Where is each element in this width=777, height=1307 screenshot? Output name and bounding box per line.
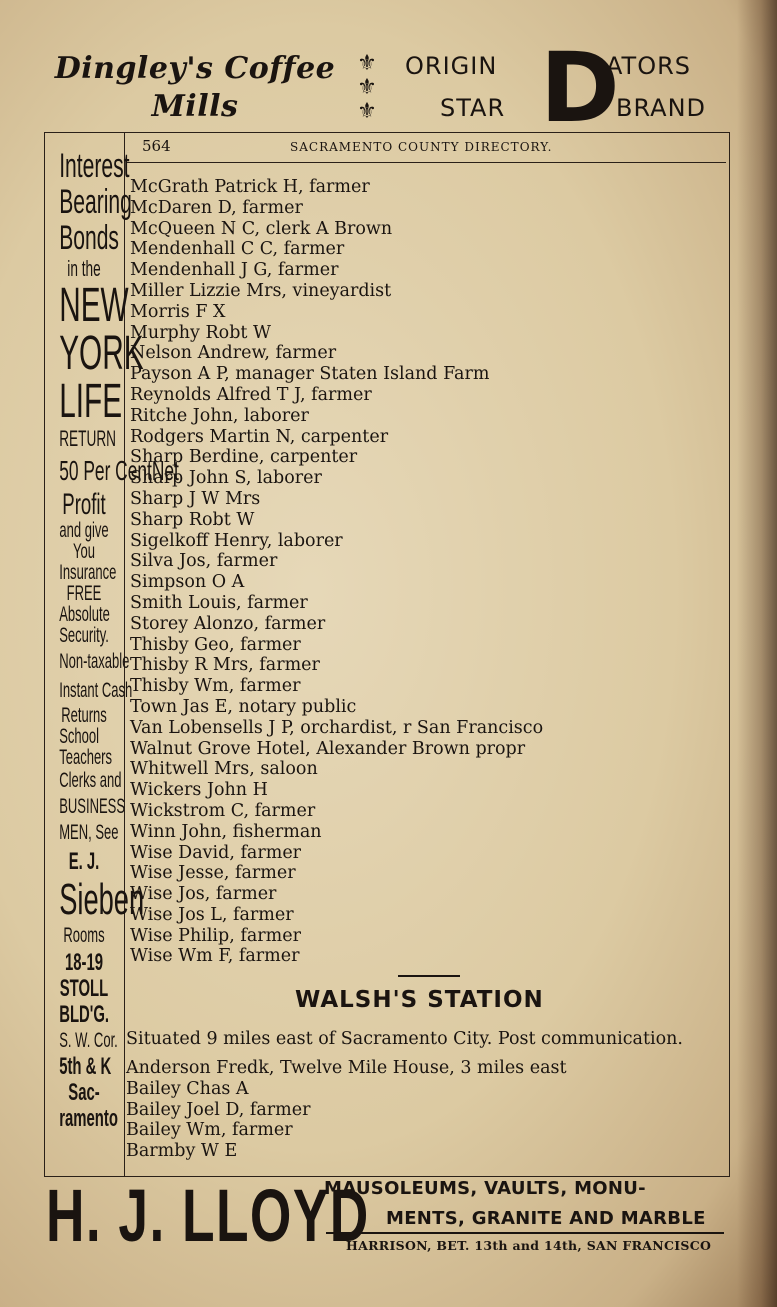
sidebar-line: Bearing: [59, 183, 132, 221]
directory-entry: Sharp Berdine, carpenter: [130, 447, 358, 468]
directory-entry: Sharp Robt W: [130, 509, 255, 530]
directory-entry: McQueen N C, clerk A Brown: [130, 218, 393, 239]
sidebar-line: 18-19: [64, 949, 104, 976]
directory-entry: Wickers John H: [130, 780, 268, 801]
sidebar-line: 5th & K: [59, 1053, 112, 1080]
sidebar-line: Security.: [59, 624, 109, 647]
sidebar-line: Insurance: [59, 561, 117, 584]
sidebar-line: Absolute: [59, 603, 110, 626]
directory-entry: Wise Jos, farmer: [130, 884, 277, 905]
directory-entry: Bailey Wm, farmer: [126, 1120, 293, 1141]
sidebar-line: RETURN: [59, 426, 117, 451]
directory-entry: Sigelkoff Henry, laborer: [130, 530, 343, 551]
directory-entry: Walnut Grove Hotel, Alexander Brown propr: [130, 738, 526, 759]
directory-entry: Wickstrom C, farmer: [130, 800, 316, 821]
sidebar-line: E. J.: [68, 848, 100, 875]
sidebar-line: NEW: [59, 279, 129, 332]
header-ad-dingleys: [50, 50, 340, 126]
directory-entry: Wise Jos L, farmer: [130, 904, 294, 925]
directory-entry: Thisby Wm, farmer: [130, 676, 301, 697]
directory-entry: Murphy Robt W: [130, 322, 271, 343]
header-ad-line1: Dingley's Coffee: [54, 51, 336, 86]
sidebar-line: Rooms: [63, 924, 105, 947]
footer-rule: [326, 1232, 724, 1234]
sidebar-line: YORK: [59, 327, 144, 380]
running-head-rule: [126, 162, 726, 163]
header-origin-text: ORIGIN: [405, 52, 498, 80]
directory-entry: Sharp John S, laborer: [130, 468, 322, 489]
directory-entry: Simpson O A: [130, 572, 245, 593]
sidebar-line: Clerks and: [59, 769, 122, 792]
directory-entry: Nelson Andrew, farmer: [130, 343, 337, 364]
ornament-icon: ⚜ ⚜ ⚜: [357, 51, 377, 124]
directory-entry: Van Lobensells J P, orchardist, r San Francisco: [130, 717, 544, 738]
sidebar-line: Returns: [61, 704, 107, 727]
sidebar-line: Teachers: [59, 746, 113, 769]
sidebar-line: 50 Per CentNet: [59, 455, 179, 486]
directory-entries: [130, 177, 543, 967]
page-spine-shadow: [737, 0, 777, 1307]
sidebar-line: BLD'G.: [59, 1001, 110, 1028]
directory-entry: Miller Lizzie Mrs, vineyardist: [130, 280, 392, 301]
sidebar-line: and give: [59, 519, 109, 542]
directory-entry: Anderson Fredk, Twelve Mile House, 3 miles east: [126, 1058, 567, 1078]
footer-ad-line1: MAUSOLEUMS, VAULTS, MONU-: [324, 1178, 646, 1199]
sidebar-line: MEN, See: [59, 821, 119, 844]
directory-entry: Bailey Joel D, farmer: [126, 1099, 311, 1120]
directory-entry: Thisby R Mrs, farmer: [130, 655, 320, 676]
section-entries: [126, 1058, 567, 1162]
header-star-text: STAR: [440, 94, 506, 122]
directory-entry: Wise Philip, farmer: [130, 925, 301, 946]
section-title: WALSH'S STATION: [295, 987, 544, 1013]
header-brand-text: BRAND: [616, 94, 707, 122]
directory-entry: Ritche John, laborer: [130, 405, 309, 426]
directory-entry: Storey Alonzo, farmer: [130, 613, 326, 634]
header-big-letter: D: [540, 32, 620, 144]
sidebar-line: LIFE: [59, 375, 123, 428]
sidebar-line: Profit: [62, 488, 106, 521]
directory-entry: Reynolds Alfred T J, farmer: [130, 384, 372, 405]
sidebar-line: FREE: [66, 582, 102, 605]
sidebar-line: School: [59, 725, 100, 748]
footer-ad-address: HARRISON, BET. 13th and 14th, SAN FRANCISCO: [346, 1238, 712, 1253]
directory-entry: Winn John, fisherman: [130, 821, 322, 842]
directory-entry: Wise Wm F, farmer: [130, 946, 300, 967]
directory-entry: Morris F X: [130, 301, 226, 322]
running-head-title: SACRAMENTO COUNTY DIRECTORY.: [290, 140, 553, 154]
sidebar-line: Interest: [59, 147, 130, 185]
sidebar-line: ramento: [59, 1105, 118, 1132]
directory-entry: Wise David, farmer: [130, 842, 302, 863]
sidebar-line: You: [73, 540, 95, 563]
directory-entry: Smith Louis, farmer: [130, 592, 308, 613]
section-divider: [398, 975, 460, 977]
directory-entry: Payson A P, manager Staten Island Farm: [130, 364, 490, 385]
sidebar-line: Bonds: [59, 219, 119, 257]
page-number: 564: [142, 137, 171, 155]
directory-entry: Barmby W E: [126, 1141, 238, 1162]
directory-entry: Whitwell Mrs, saloon: [130, 759, 318, 780]
sidebar-line: BUSINESS: [59, 795, 126, 818]
sidebar-line: Instant Cash: [59, 679, 133, 702]
directory-entry: Mendenhall J G, farmer: [130, 260, 339, 281]
header-ators-text: ATORS: [606, 52, 692, 80]
directory-entry: McGrath Patrick H, farmer: [130, 177, 370, 197]
sidebar-line: Sac-: [68, 1079, 100, 1106]
sidebar-line: S. W. Cor.: [59, 1029, 118, 1052]
header-ad-line2: Mills: [151, 89, 239, 124]
directory-entry: McDaren D, farmer: [130, 197, 303, 218]
directory-entry: Town Jas E, notary public: [130, 696, 357, 717]
directory-entry: Rodgers Martin N, carpenter: [130, 426, 389, 447]
footer-ad-line2: MENTS, GRANITE AND MARBLE: [386, 1208, 706, 1229]
directory-entry: Thisby Geo, farmer: [130, 634, 301, 655]
sidebar-line: STOLL: [59, 975, 109, 1002]
sidebar-line: in the: [67, 256, 101, 281]
directory-entry: Wise Jesse, farmer: [130, 863, 296, 884]
directory-entry: Mendenhall C C, farmer: [130, 239, 345, 260]
footer-ad-name: H. J. LLOYD: [46, 1174, 370, 1257]
directory-entry: Silva Jos, farmer: [130, 551, 278, 572]
section-description: Situated 9 miles east of Sacramento City. Post communication.: [126, 1029, 683, 1049]
sidebar-line: Sieben: [59, 875, 145, 924]
directory-entry: Sharp J W Mrs: [130, 488, 261, 509]
sidebar-line: Non-taxable: [59, 650, 130, 673]
directory-entry: Bailey Chas A: [126, 1078, 249, 1099]
